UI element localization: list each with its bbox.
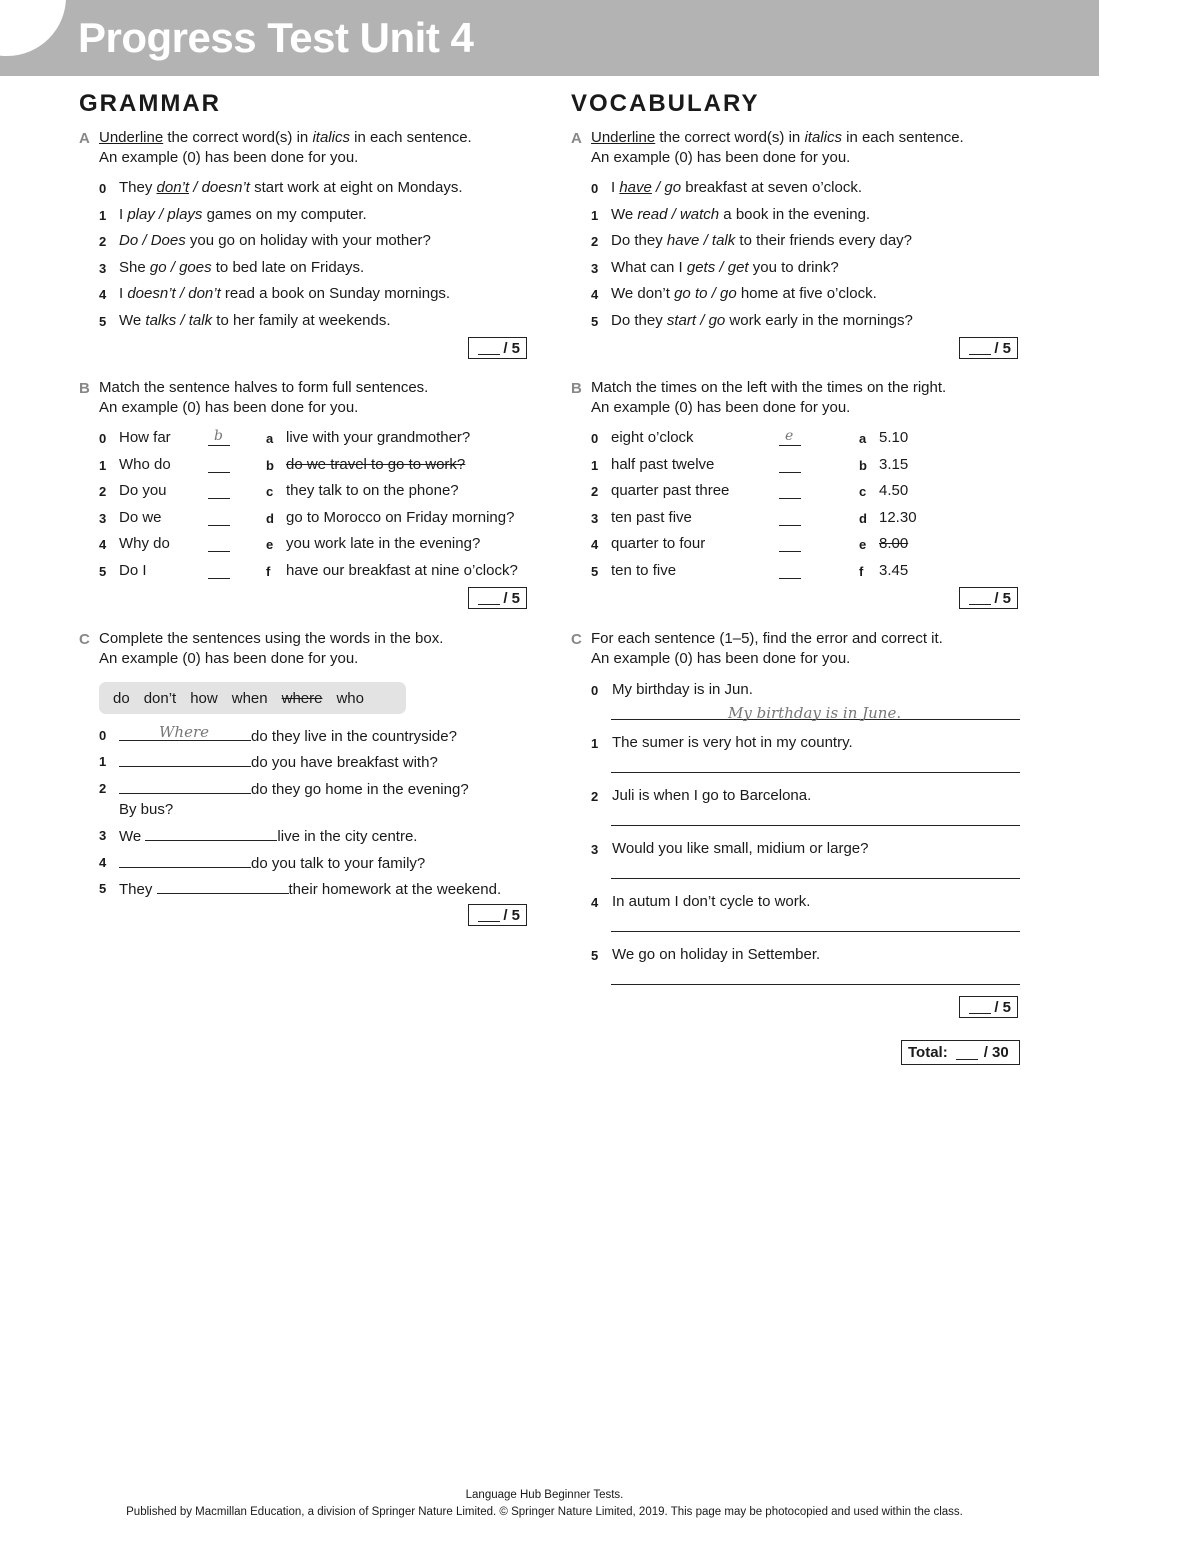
correction-answer-line[interactable] (611, 984, 1020, 985)
grammar-b-right-item: live with your grandmother? (286, 429, 471, 446)
option-2[interactable]: get (727, 258, 749, 276)
vocabulary-c-item-number: 0 (591, 683, 599, 698)
grammar-a-instruction: Underline the correct word(s) in italics in each sentence. An example (0) has been done for you. (99, 129, 472, 166)
vocabulary-b-left-number: 4 (591, 537, 599, 553)
option-1[interactable]: Do (119, 232, 139, 250)
word-box-word-used: where (281, 689, 323, 707)
vocabulary-c-item-number: 4 (591, 895, 599, 910)
vocabulary-c-item-number: 3 (591, 842, 599, 857)
vocabulary-c-score-box[interactable]: / 5 (959, 996, 1018, 1018)
total-score-box[interactable]: Total: / 30 (901, 1040, 1020, 1065)
vocabulary-b-right-letter: e (859, 537, 867, 553)
option-1[interactable]: have (619, 179, 652, 196)
grammar-b-left-item: Do you (119, 482, 167, 500)
vocabulary-a-item: What can I gets / get you to drink? (611, 258, 839, 276)
grammar-b-score-box[interactable]: / 5 (468, 587, 527, 609)
grammar-b-example-answer: b (214, 428, 223, 444)
vocabulary-c-item: The sumer is very hot in my country. (612, 734, 853, 751)
grammar-b-right-item: you work late in the evening? (286, 535, 481, 553)
vocabulary-b-right-item: 8.00 (879, 535, 909, 553)
grammar-c-letter: C (79, 631, 90, 648)
option-1[interactable]: start (666, 312, 697, 329)
gap-blank[interactable] (145, 826, 277, 841)
page-title: Progress Test Unit 4 (78, 14, 474, 61)
vocabulary-b-right-letter: b (859, 457, 867, 473)
grammar-c-item-number: 4 (99, 855, 107, 870)
grammar-c-item-number: 1 (99, 754, 107, 769)
grammar-b-right-letter: e (266, 537, 274, 553)
vocabulary-b-left-number: 0 (591, 431, 599, 446)
grammar-a-item-number: 1 (99, 207, 107, 223)
option-1[interactable]: have (666, 232, 700, 250)
grammar-b-right-letter: d (266, 510, 274, 526)
grammar-b-left-number: 0 (99, 431, 107, 446)
word-box (99, 682, 406, 714)
vocabulary-b-right-letter: f (859, 564, 864, 579)
grammar-b-letter: B (79, 380, 90, 397)
vocabulary-b-score-box[interactable]: / 5 (959, 587, 1018, 609)
grammar-c-item-number: 5 (99, 881, 107, 896)
vocabulary-b-left-item: ten to five (611, 562, 677, 579)
vocabulary-b-left-number: 2 (591, 484, 599, 500)
grammar-b-right-letter: c (266, 484, 274, 500)
option-2[interactable]: don’t (188, 285, 221, 303)
vocabulary-a-item: Do they have / talk to their friends every day? (611, 232, 913, 250)
vocabulary-b-right-item: 3.15 (879, 455, 909, 473)
grammar-b-left-number: 5 (99, 564, 107, 579)
gap-example-answer: Where (159, 723, 210, 741)
vocabulary-b-left-item: quarter to four (611, 535, 706, 553)
grammar-a-score-box[interactable]: / 5 (468, 337, 527, 359)
grammar-c-item-number: 0 (99, 728, 107, 743)
grammar-b-left-number: 4 (99, 537, 107, 553)
grammar-b-answer-blank[interactable] (208, 551, 230, 552)
vocabulary-c-letter: C (571, 631, 582, 648)
vocabulary-a-item-number: 0 (591, 181, 599, 196)
vocabulary-b-answer-blank[interactable] (779, 445, 801, 446)
header-band (0, 0, 1099, 76)
grammar-c-item: do you talk to your family? (119, 853, 425, 873)
vocabulary-a-instruction: Underline the correct word(s) in italics in each sentence. An example (0) has been done for you. (591, 129, 964, 166)
grammar-c-score-box[interactable]: / 5 (468, 904, 527, 926)
vocabulary-a-item-number: 5 (591, 314, 599, 329)
grammar-b-left-number: 1 (99, 457, 107, 473)
option-1[interactable]: doesn’t (127, 285, 176, 303)
grammar-b-answer-blank[interactable] (208, 472, 230, 473)
gap-blank[interactable] (157, 879, 289, 894)
gap-blank[interactable] (119, 723, 251, 741)
correction-answer-line[interactable] (611, 878, 1020, 879)
grammar-a-item: I doesn’t / don’t read a book on Sunday mornings. (119, 285, 451, 303)
vocabulary-b-right-letter: a (859, 431, 867, 446)
vocabulary-b-left-number: 3 (591, 510, 599, 526)
option-2[interactable]: goes (179, 258, 212, 276)
vocabulary-b-right-item: 3.45 (879, 562, 909, 579)
word-box-word: don’t (143, 689, 177, 707)
correction-example-answer: My birthday is in June. (728, 704, 902, 722)
vocabulary-b-left-item: ten past five (611, 508, 692, 526)
footer-series: Language Hub Beginner Tests. (465, 1489, 624, 1501)
option-1[interactable]: read (637, 205, 668, 223)
grammar-c-item: We live in the city centre. (119, 828, 418, 845)
vocabulary-b-answer-blank[interactable] (779, 578, 801, 579)
footer-copyright: Published by Macmillan Education, a division of Springer Nature Limited. © Springer Nature Limited, 2019. This page may be photocopied and used within the class. (126, 1506, 963, 1518)
vocabulary-b-left-item: eight o’clock (611, 429, 694, 446)
grammar-a-item-number: 5 (99, 314, 107, 329)
gap-blank[interactable] (119, 779, 251, 794)
vocabulary-a-item: I have / go breakfast at seven o’clock. (611, 179, 863, 196)
grammar-a-item: They don’t / doesn’t start work at eight on Mondays. (119, 179, 463, 196)
vocabulary-b-letter: B (571, 380, 582, 397)
option-2[interactable]: go (708, 312, 726, 329)
vocabulary-c-instruction: For each sentence (1–5), find the error and correct it. An example (0) has been done for you. (591, 630, 943, 667)
option-1[interactable]: talks (145, 312, 177, 329)
option-2[interactable]: talk (188, 312, 213, 329)
vocabulary-c-item-number: 1 (591, 736, 599, 751)
grammar-a-item: She go / goes to bed late on Fridays. (119, 258, 365, 276)
option-2[interactable]: Does (150, 232, 186, 250)
word-box-word: who (336, 689, 364, 707)
option-2[interactable]: watch (679, 205, 720, 223)
vocabulary-c-item: Would you like small, midium or large? (612, 840, 869, 857)
gap-blank[interactable] (119, 853, 251, 868)
vocabulary-b-right-item: 5.10 (879, 429, 909, 446)
vocabulary-b-example-answer: e (785, 428, 794, 444)
option-1[interactable]: don’t (156, 179, 190, 196)
vocabulary-c-item: In autum I don’t cycle to work. (612, 893, 811, 910)
vocabulary-b-left-number: 5 (591, 564, 599, 579)
grammar-a-item-number: 0 (99, 181, 107, 196)
grammar-b-right-item: have our breakfast at nine o’clock? (286, 562, 518, 579)
option-2[interactable]: go (664, 179, 682, 196)
grammar-a-item-number: 3 (99, 260, 107, 276)
vocabulary-heading: VOCABULARY (571, 90, 760, 117)
vocabulary-b-answer-blank[interactable] (779, 551, 801, 552)
vocabulary-b-left-item: quarter past three (611, 482, 730, 500)
grammar-a-item-number: 4 (99, 287, 107, 303)
correction-answer-line[interactable] (611, 931, 1020, 932)
option-1[interactable]: gets (686, 258, 716, 276)
vocabulary-b-right-item: 12.30 (879, 508, 917, 526)
vocabulary-b-right-letter: d (859, 510, 867, 526)
word-box-word: do (113, 689, 130, 707)
vocabulary-b-instruction: Match the times on the left with the times on the right. An example (0) has been done for you. (591, 379, 947, 416)
grammar-b-answer-blank[interactable] (208, 445, 230, 446)
gap-blank[interactable] (119, 752, 251, 767)
grammar-b-left-item: Do I (119, 562, 147, 579)
vocabulary-c-item-number: 5 (591, 948, 599, 963)
option-2[interactable]: doesn’t (201, 179, 250, 196)
vocabulary-b-answer-blank[interactable] (779, 472, 801, 473)
grammar-c-instruction: Complete the sentences using the words in the box. An example (0) has been done for you. (99, 630, 444, 667)
vocabulary-a-item: We read / watch a book in the evening. (611, 205, 871, 223)
option-1[interactable]: go to (674, 285, 708, 303)
grammar-a-letter: A (79, 130, 90, 147)
grammar-c-item: do they go home in the evening? (119, 779, 469, 799)
grammar-b-right-letter: b (266, 457, 274, 473)
vocabulary-a-item-number: 1 (591, 207, 599, 223)
vocabulary-a-item-number: 2 (591, 234, 599, 250)
grammar-b-right-item: go to Morocco on Friday morning? (286, 508, 515, 526)
vocabulary-b-right-item: 4.50 (879, 482, 909, 500)
grammar-b-answer-blank[interactable] (208, 525, 230, 526)
vocabulary-c-item: My birthday is in Jun. (612, 681, 753, 698)
vocabulary-b-answer-blank[interactable] (779, 525, 801, 526)
grammar-b-right-letter: f (266, 564, 271, 579)
grammar-c-item-number: 3 (99, 828, 107, 843)
grammar-b-right-item: they talk to on the phone? (286, 482, 459, 500)
word-box-word: how (190, 689, 218, 707)
correction-answer-line[interactable] (611, 825, 1020, 826)
grammar-heading: GRAMMAR (79, 90, 221, 117)
grammar-b-answer-blank[interactable] (208, 498, 230, 499)
vocabulary-b-left-number: 1 (591, 457, 599, 473)
grammar-b-left-number: 2 (99, 484, 107, 500)
grammar-b-right-item: do we travel to go to work? (286, 455, 466, 473)
grammar-c-item: do you have breakfast with? (119, 752, 438, 772)
grammar-b-left-item: Do we (119, 508, 162, 526)
grammar-b-instruction: Match the sentence halves to form full sentences. An example (0) has been done for you. (99, 379, 429, 416)
grammar-c-item: They their homework at the weekend. (119, 881, 502, 898)
vocabulary-b-right-letter: c (859, 484, 867, 500)
grammar-b-answer-blank[interactable] (208, 578, 230, 579)
grammar-b-left-number: 3 (99, 510, 107, 526)
grammar-c-item: Where do they live in the countryside? (119, 726, 457, 746)
vocabulary-a-item-number: 4 (591, 287, 599, 303)
vocabulary-c-item: We go on holiday in Settember. (612, 946, 821, 963)
grammar-a-item: Do / Does you go on holiday with your mother? (119, 232, 431, 250)
option-2[interactable]: plays (167, 205, 203, 223)
correction-answer-line[interactable] (611, 772, 1020, 773)
grammar-b-left-item: Who do (119, 455, 171, 473)
grammar-a-item: I play / plays games on my computer. (119, 205, 367, 223)
grammar-a-item-number: 2 (99, 234, 107, 250)
grammar-b-left-item: Why do (119, 535, 170, 553)
vocabulary-b-answer-blank[interactable] (779, 498, 801, 499)
grammar-a-item: We talks / talk to her family at weekends. (119, 312, 391, 329)
vocabulary-a-item: Do they start / go work early in the mornings? (611, 312, 913, 329)
option-1[interactable]: play (127, 205, 155, 223)
word-box-word: when (231, 689, 268, 707)
vocabulary-a-letter: A (571, 130, 582, 147)
grammar-b-left-item: How far (119, 429, 171, 446)
grammar-c-item-continuation: By bus? (119, 801, 174, 818)
vocabulary-c-item: Juli is when I go to Barcelona. (612, 787, 812, 804)
vocabulary-a-score-box[interactable]: / 5 (959, 337, 1018, 359)
vocabulary-b-left-item: half past twelve (611, 455, 715, 473)
vocabulary-a-item: We don’t go to / go home at five o’clock. (611, 285, 877, 303)
option-2[interactable]: talk (711, 232, 736, 250)
header-circle-decoration (0, 0, 66, 56)
vocabulary-c-item-number: 2 (591, 789, 599, 804)
vocabulary-a-item-number: 3 (591, 260, 599, 276)
grammar-b-right-letter: a (266, 431, 274, 446)
grammar-c-item-number: 2 (99, 781, 107, 796)
option-1[interactable]: go (149, 258, 167, 276)
option-2[interactable]: go (719, 285, 737, 303)
